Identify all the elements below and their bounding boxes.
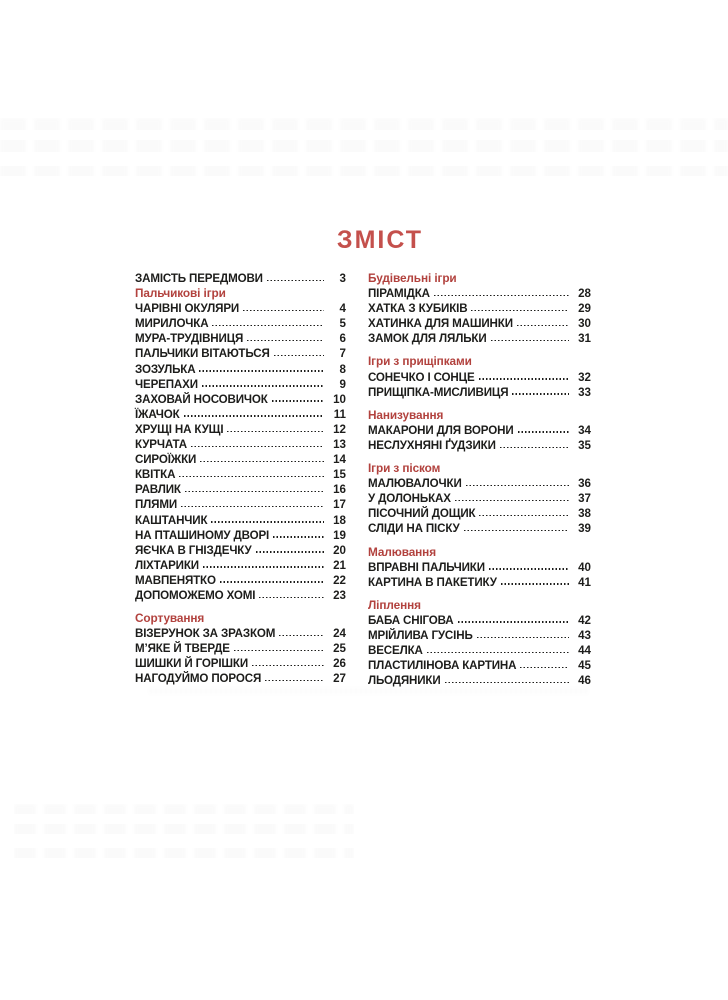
dot-leader xyxy=(455,500,569,501)
toc-entry-page: 20 xyxy=(333,543,346,557)
dot-leader xyxy=(202,385,324,386)
toc-column-left xyxy=(135,271,346,688)
dot-leader xyxy=(520,667,569,668)
toc-section-header: Нанизування xyxy=(368,407,444,422)
toc-section-header: Будівельні ігри xyxy=(368,271,457,285)
toc-entry-page: 4 xyxy=(339,302,346,316)
dot-leader xyxy=(211,521,324,522)
toc-entry-label: М’ЯКЕ Й ТВЕРДЕ xyxy=(135,642,230,656)
bleed-through-artifact-line xyxy=(150,688,590,694)
dot-leader xyxy=(272,400,324,401)
toc-entry xyxy=(135,377,346,392)
toc-entry-page: 21 xyxy=(333,558,346,572)
toc-entry-label: СОНЕЧКО І СОНЦЕ xyxy=(368,370,475,384)
dot-leader xyxy=(203,566,324,567)
dot-leader xyxy=(466,485,569,486)
toc-entry-page: 22 xyxy=(333,573,346,587)
dot-leader xyxy=(185,491,324,492)
toc-entry-page: 40 xyxy=(578,560,591,574)
dot-leader xyxy=(489,568,569,569)
page-title: ЗМІСТ xyxy=(336,226,424,254)
toc-entry xyxy=(135,346,346,361)
toc-entry-page: 43 xyxy=(578,628,591,642)
toc-entry-label: МАВПЕНЯТКО xyxy=(135,573,216,587)
toc-entry xyxy=(368,316,591,331)
toc-entry-label: ЗАХОВАЙ НОСОВИЧОК xyxy=(135,392,268,406)
dot-leader xyxy=(479,515,569,516)
toc-entry-page: 18 xyxy=(333,513,346,527)
toc-entry-label: ХАТКА З КУБИКІВ xyxy=(368,302,468,316)
toc-entry-label: НАГОДУЙМО ПОРОСЯ xyxy=(135,672,262,686)
toc-entry-label: МАКАРОНИ ДЛЯ ВОРОНИ xyxy=(368,423,514,437)
toc-entry-page: 13 xyxy=(333,438,346,452)
toc-entry xyxy=(368,423,591,438)
toc-entry xyxy=(368,560,591,575)
toc-entry xyxy=(368,521,591,536)
toc-entry xyxy=(368,385,591,400)
toc-entry-page: 11 xyxy=(333,407,346,421)
toc-entry-label: КУРЧАТА xyxy=(135,438,187,452)
toc-entry-label: ЯЄЧКА В ГНІЗДЕЧКУ xyxy=(135,543,252,557)
toc-entry-page: 15 xyxy=(333,468,346,482)
toc-entry-page: 23 xyxy=(333,588,346,602)
toc-entry-page: 8 xyxy=(339,362,346,376)
toc-entry-label: ВІЗЕРУНОК ЗА ЗРАЗКОМ xyxy=(135,627,276,641)
toc-entry xyxy=(135,497,346,512)
toc-entry-page: 39 xyxy=(578,522,591,536)
toc-entry-label: ХАТИНКА ДЛЯ МАШИНКИ xyxy=(368,317,513,331)
dot-leader xyxy=(252,665,324,666)
toc-entry-label: ПЛАСТИЛІНОВА КАРТИНА xyxy=(368,659,517,673)
toc-entry xyxy=(135,362,346,377)
toc-entry xyxy=(368,286,591,301)
dot-leader xyxy=(191,446,324,447)
toc-entry xyxy=(368,628,591,643)
toc-entry xyxy=(368,658,591,673)
toc-entry-label: ДОПОМОЖЕМО ХОМІ xyxy=(135,588,256,602)
toc-entry-label: ЗАМІСТЬ ПЕРЕДМОВИ xyxy=(135,272,263,285)
toc-entry-label: ЇЖАЧОК xyxy=(135,407,180,421)
toc-entry-label: КАРТИНА В ПАКЕТИКУ xyxy=(368,575,497,589)
dot-leader xyxy=(434,295,569,296)
dot-leader xyxy=(479,378,569,379)
toc-entry-label: ВЕСЕЛКА xyxy=(368,644,423,658)
toc-entry xyxy=(135,452,346,467)
toc-entry-label: НА ПТАШИНОМУ ДВОРІ xyxy=(135,528,270,542)
toc-entry xyxy=(135,392,346,407)
toc-entry-page: 36 xyxy=(578,477,591,491)
dot-leader xyxy=(256,551,324,552)
toc-entry-page: 32 xyxy=(578,370,591,384)
toc-entry-page: 14 xyxy=(333,453,346,467)
toc-entry-page: 34 xyxy=(578,423,591,437)
toc-entry-label: ПАЛЬЧИКИ ВІТАЮТЬСЯ xyxy=(135,347,270,361)
toc-entry xyxy=(368,476,591,491)
toc-entry xyxy=(368,370,591,385)
toc-entry-page: 37 xyxy=(578,492,591,506)
dot-leader xyxy=(500,447,569,448)
toc-entry-label: МИРИЛОЧКА xyxy=(135,317,209,331)
toc-section-header: Ігри з прищіпками xyxy=(368,354,472,369)
toc-entry-label: ЛЬОДЯНИКИ xyxy=(368,674,441,688)
toc-entry-label: ЧАРІВНІ ОКУЛЯРИ xyxy=(135,302,240,316)
dot-leader xyxy=(259,597,324,598)
dot-leader xyxy=(445,682,569,683)
dot-leader xyxy=(220,581,324,582)
toc-entry xyxy=(135,558,346,573)
toc-entry-label: ПІРАМІДКА xyxy=(368,287,430,301)
toc-entry xyxy=(135,467,346,482)
toc-entry-label: МРІЙЛИВА ГУСІНЬ xyxy=(368,628,473,642)
toc-entry-label: РАВЛИК xyxy=(135,483,181,497)
dot-leader xyxy=(458,621,569,622)
toc-entry-label: ШИШКИ Й ГОРІШКИ xyxy=(135,657,249,671)
toc-section-header: Пальчикові ігри xyxy=(135,286,226,301)
dot-leader xyxy=(477,637,569,638)
toc-entry-page: 25 xyxy=(333,642,346,656)
toc-entry xyxy=(135,271,346,286)
dot-leader xyxy=(471,310,569,311)
dot-leader xyxy=(200,461,324,462)
toc-entry-page: 29 xyxy=(578,302,591,316)
toc-entry-label: ВПРАВНІ ПАЛЬЧИКИ xyxy=(368,560,485,574)
bleed-through-artifact-bottom xyxy=(14,804,354,880)
toc-entry xyxy=(135,437,346,452)
toc-entry-page: 44 xyxy=(578,644,591,658)
dot-leader xyxy=(247,340,324,341)
toc-entry-page: 45 xyxy=(578,659,591,673)
dot-leader xyxy=(279,635,324,636)
toc-content xyxy=(135,228,591,688)
toc-entry-label: МАЛЮВАЛОЧКИ xyxy=(368,477,462,491)
toc-entry-label: ПРИЩІПКА-МИСЛИВИЦЯ xyxy=(368,385,509,399)
toc-entry xyxy=(135,656,346,671)
toc-entry xyxy=(135,626,346,641)
dot-leader xyxy=(199,370,324,371)
toc-entry-page: 10 xyxy=(333,392,346,406)
toc-entry-label: БАБА СНІГОВА xyxy=(368,613,454,627)
dot-leader xyxy=(184,415,324,416)
toc-entry xyxy=(135,573,346,588)
toc-entry-label: КАШТАНЧИК xyxy=(135,513,208,527)
dot-leader xyxy=(464,530,569,531)
dot-leader xyxy=(227,431,324,432)
toc-column-right xyxy=(368,271,591,688)
toc-entry xyxy=(368,673,591,688)
toc-entry-page: 3 xyxy=(339,272,346,285)
toc-entry-label: ХРУЩІ НА КУЩІ xyxy=(135,422,224,436)
toc-entry-page: 6 xyxy=(339,332,346,346)
toc-entry xyxy=(368,506,591,521)
toc-entry xyxy=(135,588,346,603)
dot-leader xyxy=(267,280,324,281)
toc-entry-page: 31 xyxy=(578,332,591,346)
dot-leader xyxy=(518,431,569,432)
toc-entry-label: ПЛЯМИ xyxy=(135,498,178,512)
toc-entry-label: ПІСОЧНИЙ ДОЩИК xyxy=(368,507,476,521)
toc-entry xyxy=(368,491,591,506)
toc-entry-page: 27 xyxy=(333,672,346,686)
toc-entry-page: 41 xyxy=(578,575,591,589)
toc-entry-label: ЗОЗУЛЬКА xyxy=(135,362,196,376)
toc-entry xyxy=(135,407,346,422)
toc-entry xyxy=(135,331,346,346)
dot-leader xyxy=(501,583,569,584)
toc-entry xyxy=(368,575,591,590)
toc-entry-page: 28 xyxy=(578,287,591,301)
toc-entry-page: 16 xyxy=(333,483,346,497)
dot-leader xyxy=(234,650,324,651)
dot-leader xyxy=(243,310,324,311)
toc-entry xyxy=(135,316,346,331)
toc-entry-page: 38 xyxy=(578,507,591,521)
toc-entry-label: СИРОЇЖКИ xyxy=(135,453,197,467)
toc-entry xyxy=(135,422,346,437)
toc-entry-page: 26 xyxy=(333,657,346,671)
toc-entry-label: У ДОЛОНЬКАХ xyxy=(368,492,451,506)
bleed-through-artifact-top xyxy=(0,118,728,190)
toc-entry-label: ЛІХТАРИКИ xyxy=(135,558,199,572)
toc-entry-label: КВІТКА xyxy=(135,468,176,482)
dot-leader xyxy=(265,680,324,681)
toc-entry-label: ЧЕРЕПАХИ xyxy=(135,377,198,391)
toc-entry-label: НЕСЛУХНЯНІ ҐУДЗИКИ xyxy=(368,438,496,452)
toc-entry xyxy=(368,438,591,453)
toc-entry xyxy=(135,482,346,497)
toc-entry-page: 19 xyxy=(333,528,346,542)
toc-section-header: Ігри з піском xyxy=(368,461,441,476)
toc-entry xyxy=(135,301,346,316)
toc-entry-page: 35 xyxy=(578,438,591,452)
toc-entry-page: 46 xyxy=(578,674,591,688)
toc-entry xyxy=(368,613,591,628)
toc-entry xyxy=(368,331,591,346)
dot-leader xyxy=(491,340,569,341)
dot-leader xyxy=(181,506,324,507)
toc-entry-label: МУРА-ТРУДІВНИЦЯ xyxy=(135,332,244,346)
toc-entry-page: 9 xyxy=(339,377,346,391)
toc-entry xyxy=(135,528,346,543)
toc-section-header: Сортування xyxy=(135,611,205,626)
toc-entry-page: 7 xyxy=(339,347,346,361)
toc-columns xyxy=(135,271,591,688)
toc-entry-page: 12 xyxy=(333,422,346,436)
toc-entry-label: ЗАМОК ДЛЯ ЛЯЛЬКИ xyxy=(368,332,487,346)
toc-section-header: Малювання xyxy=(368,544,436,559)
dot-leader xyxy=(179,476,324,477)
dot-leader xyxy=(517,325,569,326)
toc-entry xyxy=(368,301,591,316)
toc-entry-label: СЛІДИ НА ПІСКУ xyxy=(368,522,460,536)
dot-leader xyxy=(274,355,324,356)
dot-leader xyxy=(212,325,324,326)
toc-entry-page: 5 xyxy=(339,317,346,331)
toc-entry xyxy=(135,641,346,656)
toc-section-header: Ліплення xyxy=(368,597,421,612)
dot-leader xyxy=(273,536,324,537)
toc-entry xyxy=(135,513,346,528)
dot-leader xyxy=(512,393,569,394)
toc-entry-page: 33 xyxy=(578,385,591,399)
toc-entry-page: 24 xyxy=(333,627,346,641)
toc-entry-page: 17 xyxy=(333,498,346,512)
toc-entry xyxy=(368,643,591,658)
dot-leader xyxy=(427,652,569,653)
toc-entry-page: 42 xyxy=(578,613,591,627)
toc-entry xyxy=(135,671,346,686)
toc-entry xyxy=(135,543,346,558)
toc-entry-page: 30 xyxy=(578,317,591,331)
